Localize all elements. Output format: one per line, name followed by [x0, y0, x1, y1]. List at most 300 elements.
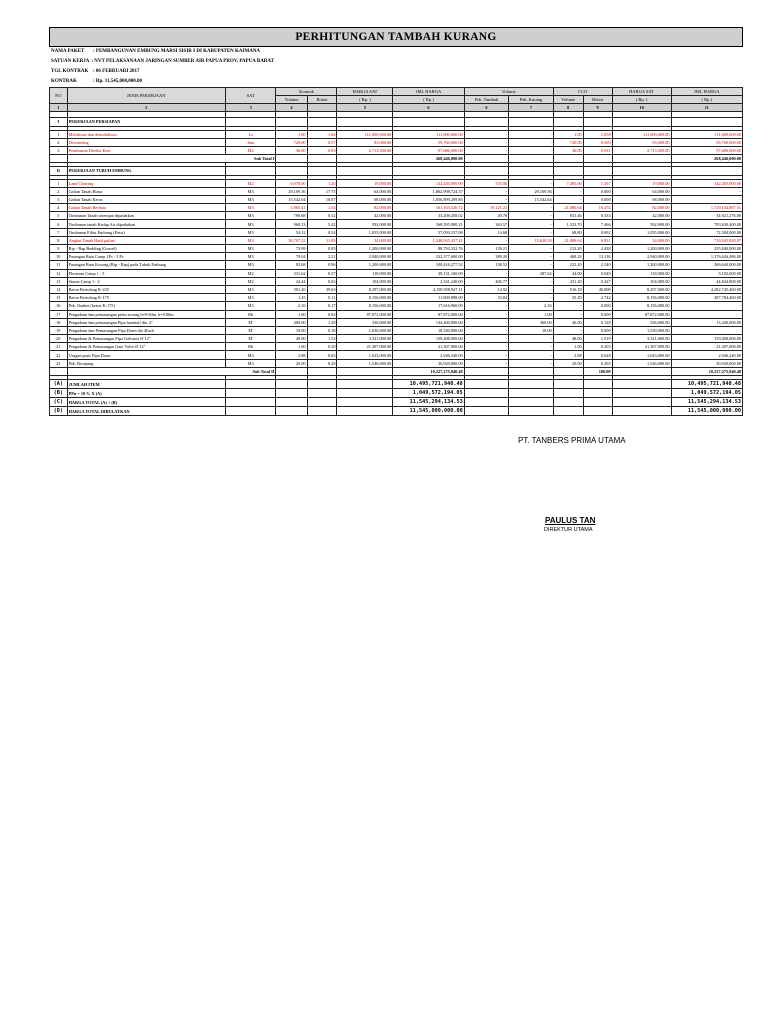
empty-cell — [612, 407, 671, 416]
cco-unit-price: 592,000.00 — [612, 220, 671, 228]
item-unit: M2 — [225, 269, 276, 277]
unit-price: 68,000.00 — [337, 195, 393, 203]
unit-price: 111,000,000.00 — [337, 130, 393, 138]
cco-total-price: 72,584,000.00 — [671, 228, 742, 236]
item-unit: M3 — [225, 220, 276, 228]
contract-volume: 73.99 — [276, 245, 307, 253]
table-row — [50, 318, 743, 326]
subtotal-amount: 268,446,000.00 — [393, 155, 464, 163]
column-number — [307, 104, 337, 112]
item-number: 16 — [50, 302, 68, 310]
cco-volume: 222.20 — [553, 261, 583, 269]
empty-cell — [276, 118, 307, 126]
contract-volume: 36,707.22 — [276, 236, 307, 244]
reduced-work: - — [509, 261, 553, 269]
cco-total-price: 266,640,000.00 — [671, 261, 742, 269]
unit-price: 8,297,000.00 — [337, 285, 393, 293]
item-unit: M3 — [225, 236, 276, 244]
contract-volume: 6,970.00 — [276, 179, 307, 187]
item-name: Pengadaan dan Pemasangan Pipa Drain dia 4Inch — [67, 326, 225, 334]
contract-volume: 2.16 — [276, 302, 307, 310]
empty-cell — [464, 167, 508, 175]
added-work: - — [464, 187, 508, 195]
column-number: 2 — [67, 104, 225, 112]
contract-volume: 1.00 — [276, 310, 307, 318]
cco-total-price: - — [671, 195, 742, 203]
item-name: Land Clearing — [67, 179, 225, 187]
added-work: - — [464, 146, 508, 154]
item-name: Galian Tanah Keras — [67, 195, 225, 203]
contract-volume: 1.00 — [276, 130, 307, 138]
empty-cell — [50, 155, 68, 163]
total-price: 111,000,000.00 — [393, 130, 464, 138]
contract-weight: 0.85 — [307, 245, 337, 253]
reduced-work: 2.16 — [509, 302, 553, 310]
section-number: II — [50, 167, 68, 175]
table-row — [50, 269, 743, 277]
cco-unit-price: 8,297,000.00 — [612, 285, 671, 293]
cco-total-price: 255,840,000.00 — [671, 245, 742, 253]
cco-total-price: 13,440,000.00 — [671, 318, 742, 326]
reduced-work: - — [509, 220, 553, 228]
unit-price: 1,200,000.00 — [337, 245, 393, 253]
cco-weight: 0.049 — [583, 269, 612, 277]
item-name: Galian Tanah Berbatu — [67, 204, 225, 212]
header-rp4: ( Rp ) — [671, 96, 742, 104]
cco-total-price: 716,945,920.97 — [671, 236, 742, 244]
contract-volume: 331.62 — [276, 269, 307, 277]
total-price: 2,541,240.00 — [393, 277, 464, 285]
item-name: Dewatering — [67, 138, 225, 146]
contract-volume: 18.00 — [276, 326, 307, 334]
cco-volume: 21,086.64 — [553, 204, 583, 212]
added-work: 14.68 — [464, 228, 508, 236]
total-amount: 11,545,000,000.00 — [393, 407, 464, 416]
total-cco-amount: 10,495,721,940.48 — [671, 380, 742, 389]
cco-total-price: 34,921,276.00 — [671, 212, 742, 220]
cco-weight: 0.000 — [583, 195, 612, 203]
cco-weight: 0.000 — [583, 187, 612, 195]
cco-total-price: 5,192,000.00 — [671, 269, 742, 277]
header-pek-tambah: Pek. Tambah — [464, 96, 508, 104]
empty-cell — [553, 155, 583, 163]
reduced-work: - — [509, 351, 553, 359]
total-price: 18,540,000.00 — [393, 326, 464, 334]
item-number: 8 — [50, 236, 68, 244]
table-row — [50, 187, 743, 195]
contract-weight: 1.28 — [307, 318, 337, 326]
contract-volume: 20.00 — [276, 359, 307, 367]
cco-volume: 68.80 — [553, 228, 583, 236]
item-number: 1 — [50, 130, 68, 138]
cco-unit-price: 87,872,000.00 — [612, 310, 671, 318]
empty-cell — [307, 167, 337, 175]
cco-unit-price: 104,000.00 — [612, 277, 671, 285]
table-row — [50, 261, 743, 269]
item-name: Beton Bertulang K-175 — [67, 294, 225, 302]
total-code: (C) — [50, 398, 68, 407]
unit-price: 19,000.00 — [337, 179, 393, 187]
section-title: PEKERJAAN TUBUH EMBUNG — [67, 167, 225, 175]
item-name: Mobilisasi dan demobilisasi — [67, 130, 225, 138]
empty-cell — [307, 407, 337, 416]
added-work: 19,121.23 — [464, 204, 508, 212]
reduced-work: - — [509, 245, 553, 253]
total-price: 39,131,160.00 — [393, 269, 464, 277]
cco-weight: 16.474 — [583, 204, 612, 212]
contract-weight: 0.84 — [307, 310, 337, 318]
table-row — [50, 130, 743, 138]
contract-weight: 0.11 — [307, 294, 337, 302]
header-cco-volume: Volume — [553, 96, 583, 104]
unit-price: 8,156,000.00 — [337, 302, 393, 310]
cco-unit-price: 1,200,000.00 — [612, 245, 671, 253]
item-unit: Bh — [225, 310, 276, 318]
empty-cell — [307, 389, 337, 398]
added-work: 40.78 — [464, 212, 508, 220]
table-row — [50, 195, 743, 203]
table-row — [50, 228, 743, 236]
cco-volume: 35.29 — [553, 294, 583, 302]
cco-total-price: - — [671, 310, 742, 318]
empty-cell — [612, 380, 671, 389]
empty-cell — [583, 398, 612, 407]
info-label: SATUAN KERJA — [51, 59, 90, 64]
cco-weight: 0.203 — [583, 343, 612, 351]
item-number: 13 — [50, 277, 68, 285]
item-number: 6 — [50, 220, 68, 228]
subtotal-row — [50, 155, 743, 163]
empty-cell — [276, 380, 307, 389]
item-unit: M2 — [225, 277, 276, 285]
empty-cell — [464, 389, 508, 398]
contract-info — [49, 47, 743, 87]
reduced-work: - — [509, 212, 553, 220]
cco-total-price: 783,630,400.00 — [671, 220, 742, 228]
empty-cell — [583, 380, 612, 389]
item-number: 1 — [50, 179, 68, 187]
item-number: 12 — [50, 269, 68, 277]
total-code: (A) — [50, 380, 68, 389]
reduced-work: - — [509, 277, 553, 285]
item-number: 21 — [50, 343, 68, 351]
cco-total-price: 1,729,104,887.51 — [671, 204, 742, 212]
total-row — [50, 407, 743, 416]
item-number: 7 — [50, 228, 68, 236]
unit-price: 1,200,000.00 — [337, 261, 393, 269]
contract-weight: 1.06 — [307, 130, 337, 138]
table-row — [50, 245, 743, 253]
empty-cell — [509, 167, 553, 175]
table-row — [50, 335, 743, 343]
empty-cell — [612, 389, 671, 398]
total-price: 97,686,000.00 — [393, 146, 464, 154]
reduced-work: 29,109.36 — [509, 187, 553, 195]
reduced-work: 360.00 — [509, 318, 553, 326]
total-price: 134,400,000.00 — [393, 318, 464, 326]
item-unit: M3 — [225, 204, 276, 212]
table-row — [50, 236, 743, 244]
item-number: 22 — [50, 351, 68, 359]
cco-unit-price: 1,546,000.00 — [612, 359, 671, 367]
empty-cell — [337, 398, 393, 407]
cco-total-price: 30,920,000.00 — [671, 359, 742, 367]
contract-volume: 24.44 — [276, 277, 307, 285]
item-unit: M3 — [225, 228, 276, 236]
table-row — [50, 220, 743, 228]
total-label: PPn = 10 % X (A) — [67, 389, 225, 398]
contract-volume: 2.88 — [276, 351, 307, 359]
cco-weight: 0.000 — [583, 302, 612, 310]
cco-volume: - — [553, 187, 583, 195]
cco-volume: 36.00 — [553, 146, 583, 154]
empty-cell — [225, 389, 276, 398]
table-row — [50, 351, 743, 359]
header-pek-kurang: Pek. Kurang — [509, 96, 553, 104]
item-unit: M2 — [225, 179, 276, 187]
item-name: Pembuatan Direksi Keet — [67, 146, 225, 154]
cco-weight: 7.466 — [583, 220, 612, 228]
total-price: 4,158,958,947.11 — [393, 285, 464, 293]
item-unit: M3 — [225, 294, 276, 302]
subtotal-amount: 10,227,275,940.48 — [393, 367, 464, 375]
cco-weight: 0.692 — [583, 228, 612, 236]
unit-price: 3,321,000.00 — [337, 335, 393, 343]
cco-total-price: 97,686,000.00 — [671, 146, 742, 154]
cco-volume: 40.00 — [553, 318, 583, 326]
cco-unit-price: 21,307,000.00 — [612, 343, 671, 351]
added-work: 535.00 — [464, 179, 508, 187]
contract-weight: 0.96 — [307, 261, 337, 269]
reduced-work: - — [509, 343, 553, 351]
total-amount: 11,545,294,134.53 — [393, 398, 464, 407]
total-label: HARGA TOTAL (A) + (B) — [67, 398, 225, 407]
empty-cell — [553, 167, 583, 175]
empty-cell — [583, 389, 612, 398]
added-work: - — [464, 335, 508, 343]
unit-price: 1,055,000.00 — [337, 228, 393, 236]
table-row — [50, 146, 743, 154]
reduced-work: - — [509, 130, 553, 138]
contract-weight: 0.57 — [307, 138, 337, 146]
item-unit: M3 — [225, 187, 276, 195]
item-number: 5 — [50, 212, 68, 220]
column-number: 10 — [612, 104, 671, 112]
table-row — [50, 294, 743, 302]
empty-cell — [583, 407, 612, 416]
cco-weight: 0.569 — [583, 138, 612, 146]
total-price: 100,416,277.52 — [393, 261, 464, 269]
total-price: 17,616,960.00 — [393, 302, 464, 310]
table-row — [50, 302, 743, 310]
added-work: - — [464, 302, 508, 310]
added-work: - — [464, 130, 508, 138]
total-row — [50, 380, 743, 389]
added-work: 406.77 — [464, 277, 508, 285]
empty-cell — [276, 407, 307, 416]
section-number: I — [50, 118, 68, 126]
cco-unit-price: 111,000,000.00 — [612, 130, 671, 138]
total-price: 57,093,157.08 — [393, 228, 464, 236]
info-line — [49, 47, 743, 57]
item-name: Pek. Bronjong — [67, 359, 225, 367]
column-number: 5 — [337, 104, 393, 112]
header-cco: CCO — [553, 88, 612, 96]
cco-unit-price: 2,713,500.00 — [612, 146, 671, 154]
cco-unit-price: 1,023,000.00 — [612, 351, 671, 359]
item-name: Galian Tanah Biasa — [67, 187, 225, 195]
info-label: TGL KONTRAK — [51, 69, 89, 74]
added-work: - — [464, 269, 508, 277]
reduced-work: - — [509, 146, 553, 154]
empty-cell — [276, 398, 307, 407]
contract-weight: 5.42 — [307, 220, 337, 228]
total-price: 59,760,000.00 — [393, 138, 464, 146]
empty-cell — [553, 367, 583, 375]
total-price: 1,056,899,209.85 — [393, 195, 464, 203]
cco-unit-price: 1,055,000.00 — [612, 228, 671, 236]
subtotal-weight — [583, 155, 612, 163]
added-work: - — [464, 343, 508, 351]
table-row — [50, 204, 743, 212]
added-work: - — [464, 195, 508, 203]
unit-price: 1,023,000.00 — [337, 351, 393, 359]
total-label: HARGA TOTAL DIBULATKAN — [67, 407, 225, 416]
item-unit: M3 — [225, 261, 276, 269]
empty-cell — [337, 367, 393, 375]
item-number: 2 — [50, 187, 68, 195]
item-name: Timbunan tanah Kedap Air dipadatkan — [67, 220, 225, 228]
unit-price: 592,000.00 — [337, 220, 393, 228]
empty-cell — [612, 155, 671, 163]
total-code: (D) — [50, 407, 68, 416]
cco-total-price: 142,405,000.00 — [671, 179, 742, 187]
item-unit: M' — [225, 335, 276, 343]
added-work: 138.52 — [464, 261, 508, 269]
cco-weight: 0.128 — [583, 318, 612, 326]
item-name: Plesteran Camp 1 : 3 — [67, 269, 225, 277]
cco-volume: 21,086.64 — [553, 236, 583, 244]
reduced-work: 15,620.58 — [509, 236, 553, 244]
contract-weight: 0.03 — [307, 351, 337, 359]
contract-weight: 10.07 — [307, 195, 337, 203]
cco-total-price: 287,784,460.00 — [671, 294, 742, 302]
empty-cell — [50, 367, 68, 375]
contract-volume: 79.04 — [276, 253, 307, 261]
empty-cell — [393, 167, 464, 175]
item-unit: Ls — [225, 130, 276, 138]
cco-unit-price: 118,000.00 — [612, 269, 671, 277]
empty-cell — [509, 380, 553, 389]
cco-unit-price: 336,000.00 — [612, 318, 671, 326]
cco-volume: 1.00 — [553, 130, 583, 138]
total-cco-amount: 11,545,294,134.53 — [671, 398, 742, 407]
item-unit: M3 — [225, 195, 276, 203]
item-name: Timbunan Tanah setempat dipadatkan — [67, 212, 225, 220]
item-number: 20 — [50, 335, 68, 343]
cco-volume: 1,323.70 — [553, 220, 583, 228]
section-title: PEKERJAAN PERSIAPAN — [67, 118, 225, 126]
total-code: (B) — [50, 389, 68, 398]
total-price: 1,248,045,437.21 — [393, 236, 464, 244]
item-name: Pasangan Batu Kosong (Rip - Rap) pada Tubuh Embung — [67, 261, 225, 269]
cco-weight: 0.427 — [583, 277, 612, 285]
cco-total-price: 159,408,000.00 — [671, 335, 742, 343]
empty-cell — [671, 167, 742, 175]
empty-cell — [337, 167, 393, 175]
cco-unit-price: 64,000.00 — [612, 187, 671, 195]
cco-volume: 7,495.00 — [553, 179, 583, 187]
cco-unit-price: 1,030,000.00 — [612, 326, 671, 334]
header-rp2: ( Rp ) — [393, 96, 464, 104]
reduced-work: - — [509, 179, 553, 187]
total-price: 87,872,000.00 — [393, 310, 464, 318]
total-price: 88,793,352.76 — [393, 245, 464, 253]
header-rp3: ( Rp. ) — [612, 96, 671, 104]
contract-volume: 501.26 — [276, 285, 307, 293]
total-label: JUMLAH ITEM — [67, 380, 225, 389]
cco-unit-price: 2,940,000.00 — [612, 253, 671, 261]
item-unit: M3 — [225, 302, 276, 310]
section-row — [50, 167, 743, 175]
contract-weight: 0.17 — [307, 302, 337, 310]
empty-cell — [307, 367, 337, 375]
item-name: Pasangan Batu Camp 1Pc : 3 Ps — [67, 253, 225, 261]
contract-volume: 15,542.64 — [276, 195, 307, 203]
empty-cell — [509, 118, 553, 126]
reduced-work: 18.00 — [509, 326, 553, 334]
item-unit: M3 — [225, 359, 276, 367]
table-row — [50, 285, 743, 293]
contract-weight: 1.26 — [307, 179, 337, 187]
signatory-role: DIREKTUR UTAMA — [544, 527, 593, 533]
cco-weight: 0.295 — [583, 359, 612, 367]
table-row — [50, 277, 743, 285]
added-work: 33.84 — [464, 294, 508, 302]
unit-price: 21,307,000.00 — [337, 343, 393, 351]
item-name: Pengadaan dan pemasangan pintu sorong b=0.60m, h=0.80m — [67, 310, 225, 318]
unit-price: 1,030,000.00 — [337, 326, 393, 334]
cco-unit-price: 19,000.00 — [612, 179, 671, 187]
added-work: 363.57 — [464, 220, 508, 228]
cco-unit-price: 68,000.00 — [612, 195, 671, 203]
header-volume-group: Volume — [464, 88, 553, 96]
empty-cell — [225, 407, 276, 416]
cco-unit-price: 8,156,000.00 — [612, 294, 671, 302]
column-number: 6 — [393, 104, 464, 112]
cco-weight: 1.357 — [583, 179, 612, 187]
item-name: Siaran Camp 1 : 2 — [67, 277, 225, 285]
reduced-work: - — [509, 294, 553, 302]
item-number: 17 — [50, 310, 68, 318]
empty-cell — [509, 389, 553, 398]
cco-total-price: - — [671, 302, 742, 310]
contract-volume: 1.45 — [276, 294, 307, 302]
contract-weight: 0.20 — [307, 343, 337, 351]
item-unit: M3 — [225, 212, 276, 220]
total-price: 33,208,458.02 — [393, 212, 464, 220]
header-bobot: Bobot — [307, 96, 337, 104]
empty-cell — [225, 398, 276, 407]
cco-weight: 0.333 — [583, 212, 612, 220]
empty-cell — [307, 118, 337, 126]
empty-cell — [553, 389, 583, 398]
cco-volume: - — [553, 310, 583, 318]
cco-weight: 13.116 — [583, 253, 612, 261]
contract-volume: 720.00 — [276, 138, 307, 146]
contract-weight: 39.63 — [307, 285, 337, 293]
cco-unit-price: 34,000.00 — [612, 236, 671, 244]
